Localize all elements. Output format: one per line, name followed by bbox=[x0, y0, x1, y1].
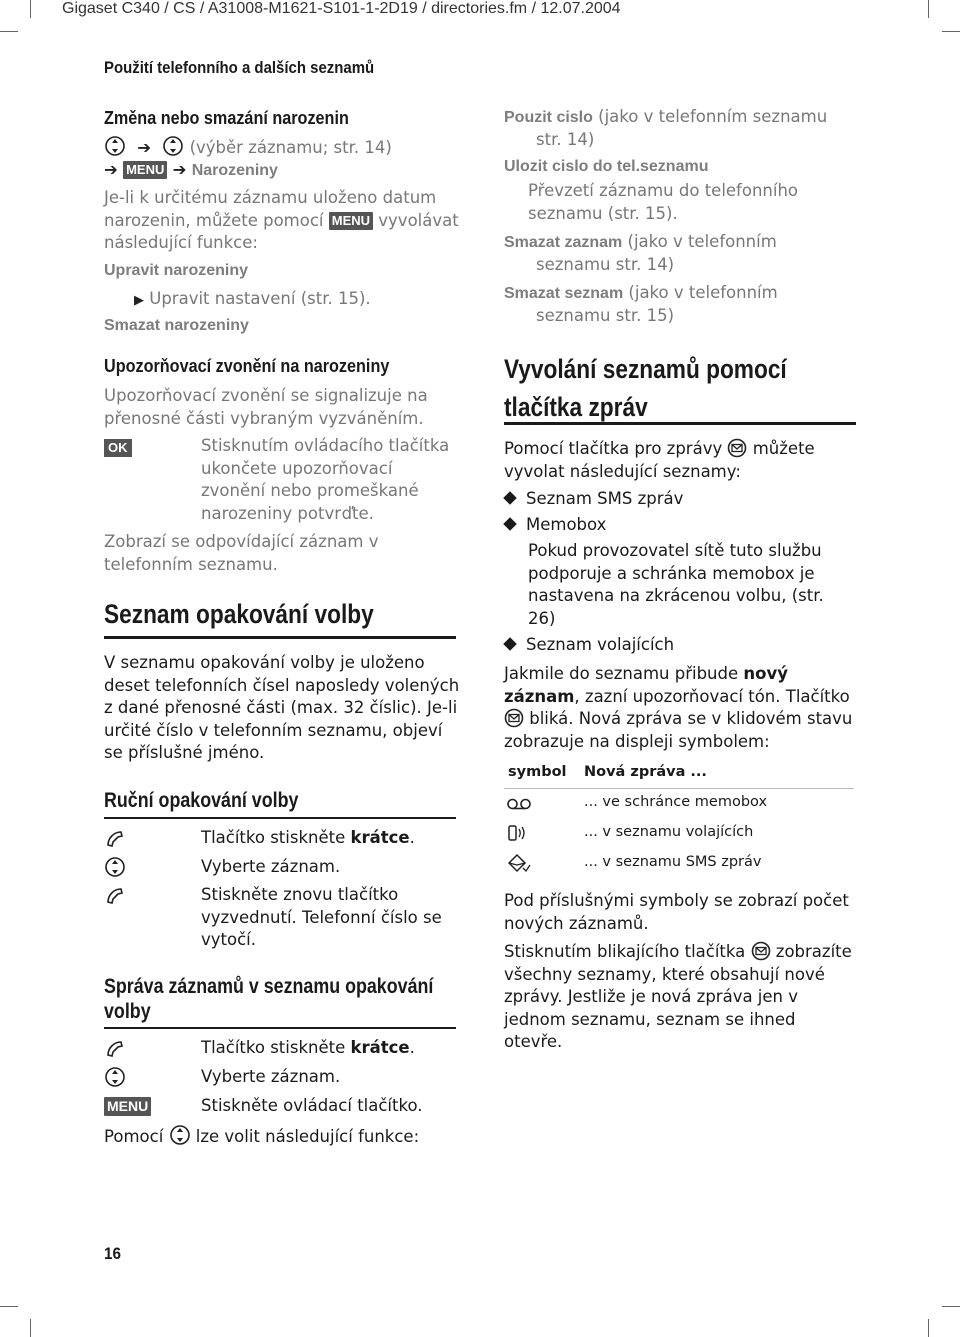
section-rule bbox=[104, 817, 456, 819]
sms-envelope-icon bbox=[506, 853, 532, 873]
crop-mark bbox=[928, 0, 929, 18]
page-number: 16 bbox=[104, 1244, 122, 1263]
birthday-alert-after: Zobrazí se odpovídající záznam v telefonním seznamu. bbox=[104, 532, 379, 574]
arrow-icon: ➔ bbox=[137, 138, 152, 157]
function-desc: (jako v telefonním bbox=[628, 283, 778, 302]
redial-title: Seznam opakování volby bbox=[104, 599, 374, 629]
function-row-1 bbox=[504, 106, 827, 130]
function-label: Pouzit cislo bbox=[504, 109, 593, 126]
section-rule bbox=[104, 1027, 456, 1029]
step-text: . bbox=[409, 828, 415, 847]
table-header-message: Nová zpráva ... bbox=[584, 764, 707, 780]
section-rule bbox=[104, 636, 456, 639]
para-text: vyvolávat následující funkce: bbox=[104, 210, 459, 252]
edit-birthday-desc-row bbox=[134, 288, 371, 313]
birthday-alert-title: Upozorňovací zvonění na narozeniny bbox=[104, 356, 390, 376]
handset-icon bbox=[104, 885, 126, 907]
delete-birthday-label: Smazat narozeniny bbox=[104, 317, 249, 334]
footer-text: Pomocí bbox=[104, 1127, 164, 1146]
edit-birthday-desc: Upravit nastavení (str. 15). bbox=[149, 289, 371, 308]
count-para: Pod příslušnými symboly se zobrazí počet nových záznamů. bbox=[504, 891, 849, 933]
nav-key-icon bbox=[169, 1124, 191, 1146]
crop-mark bbox=[928, 1319, 929, 1337]
para-text: zobrazíte všechny seznamy, které obsahují nové zprávy. Jestliže je nová zpráva jen v jednom seznamu, seznam se ihned otevře. bbox=[504, 942, 852, 1051]
step-bold: krátce bbox=[350, 1038, 410, 1057]
list-item-label: Memobox bbox=[526, 515, 607, 534]
crop-mark bbox=[30, 0, 31, 18]
bullet-icon bbox=[503, 637, 517, 651]
list-item bbox=[504, 634, 674, 657]
bullet-icon bbox=[503, 491, 517, 505]
para-text: , zazní upozorňovací tón. Tlačítko bbox=[574, 686, 850, 706]
list-item-label: Seznam volajících bbox=[526, 635, 675, 654]
para-text: Je-li k určitému záznamu uloženo datum narozenin, můžete pomocí bbox=[104, 188, 437, 230]
ok-key: OK bbox=[104, 439, 132, 457]
menu-key: MENU bbox=[104, 1097, 151, 1116]
document-header: Gigaset C340 / CS / A31008-M1621-S101-1-2D19 / directories.fm / 12.07.2004 bbox=[62, 0, 621, 17]
function-desc: Převzetí záznamu do telefonního seznamu (str. 15). bbox=[528, 181, 799, 223]
blink-para bbox=[504, 941, 856, 1054]
nav-key-icon bbox=[162, 135, 184, 157]
manage-title-line-2: volby bbox=[104, 1000, 151, 1023]
function-desc: (jako v telefonním seznamu bbox=[598, 107, 828, 126]
menu-key: MENU bbox=[329, 212, 373, 230]
new-entry-para bbox=[504, 663, 854, 753]
para-text: Jakmile do seznamu přibude bbox=[504, 664, 744, 683]
function-desc: str. 14) bbox=[536, 130, 595, 149]
manage-footer bbox=[104, 1124, 419, 1149]
birthday-change-title: Změna nebo smazání narozenin bbox=[104, 108, 349, 128]
msg-key-title bbox=[504, 352, 841, 428]
function-label: Smazat seznam bbox=[504, 285, 624, 302]
step-text: Tlačítko stiskněte bbox=[201, 1038, 351, 1057]
arrow-icon: ➔ bbox=[172, 160, 187, 179]
arrow-icon: ➔ bbox=[104, 160, 118, 179]
manage-step-2: Vyberte záznam. bbox=[201, 1067, 341, 1086]
manage-title bbox=[104, 975, 491, 1025]
voicemail-icon bbox=[506, 796, 532, 812]
section-header: Použití telefonního a dalších seznamů bbox=[104, 58, 375, 77]
step-text: Tlačítko stiskněte bbox=[201, 828, 351, 847]
para-text: Stisknutím blikajícího tlačítka bbox=[504, 942, 746, 961]
msg-key-intro bbox=[504, 438, 854, 483]
message-key-icon bbox=[727, 438, 747, 458]
msg-key-title-line-1: Vyvolání seznamů pomocí bbox=[504, 354, 787, 384]
crop-mark bbox=[0, 31, 18, 32]
triangle-icon: ▶ bbox=[134, 293, 144, 308]
intro-text: Pomocí tlačítka pro zprávy bbox=[504, 439, 723, 458]
function-label: Smazat zaznam bbox=[504, 234, 623, 251]
manual-redial-title: Ruční opakování volby bbox=[104, 789, 299, 812]
menu-key: MENU bbox=[123, 161, 167, 179]
message-key-icon bbox=[504, 708, 524, 728]
manual-step-2: Vyberte záznam. bbox=[201, 857, 341, 876]
nav-line-1-text: (výběr záznamu; str. 14) bbox=[189, 138, 392, 157]
birthday-change-para bbox=[104, 187, 464, 255]
crop-mark bbox=[942, 31, 960, 32]
para-bold: nový záznam bbox=[504, 664, 788, 706]
list-item bbox=[504, 488, 683, 511]
function-desc: (jako v telefonním bbox=[627, 232, 777, 251]
nav-target: Narozeniny bbox=[191, 162, 278, 179]
step-text: . bbox=[409, 1038, 415, 1057]
function-desc: seznamu str. 14) bbox=[536, 255, 675, 274]
manage-step-3: Stiskněte ovládací tlačítko. bbox=[201, 1096, 423, 1115]
table-divider bbox=[504, 788, 854, 789]
crop-mark bbox=[30, 1319, 31, 1337]
intro-text: můžete vyvolat následující seznamy: bbox=[504, 439, 815, 481]
list-item bbox=[504, 514, 606, 537]
ok-desc: Stisknutím ovládacího tlačítka ukončete upozorňovací zvonění nebo promeškané narozeniny potvrďte. bbox=[201, 436, 450, 523]
list-item-label: Seznam SMS zpráv bbox=[526, 489, 684, 508]
manual-step-1 bbox=[201, 827, 415, 850]
table-row-text: ... v seznamu volajících bbox=[584, 824, 754, 840]
nav-key-icon bbox=[104, 135, 126, 157]
msg-key-title-line-2: tlačítka zpráv bbox=[504, 392, 648, 422]
footer-text: lze volit následující funkce: bbox=[195, 1127, 420, 1146]
table-header-symbol: symbol bbox=[508, 764, 567, 780]
crop-mark bbox=[942, 1306, 960, 1307]
para-text: bliká. Nová zpráva se v klidovém stavu zobrazuje na displeji symbolem: bbox=[504, 709, 853, 751]
manage-title-line-1: Správa záznamů v seznamu opakování bbox=[104, 975, 434, 998]
manual-step-3: Stiskněte znovu tlačítko vyzvednutí. Telefonní číslo se vytočí. bbox=[201, 885, 442, 949]
birthday-alert-para: Upozorňovací zvonění se signalizuje na přenosné části vybraným vyzváněním. bbox=[104, 386, 428, 428]
function-label: Ulozit cislo do tel.seznamu bbox=[504, 158, 709, 175]
step-bold: krátce bbox=[350, 828, 410, 847]
nav-key-icon bbox=[104, 1066, 126, 1088]
edit-birthday-label: Upravit narozeniny bbox=[104, 262, 249, 279]
function-row-3 bbox=[504, 231, 777, 255]
nav-line-1 bbox=[104, 135, 392, 160]
bullet-icon bbox=[503, 517, 517, 531]
nav-line-2 bbox=[104, 159, 278, 183]
handset-icon bbox=[104, 828, 126, 850]
crop-mark bbox=[0, 1306, 18, 1307]
function-desc: seznamu str. 15) bbox=[536, 306, 675, 325]
section-rule bbox=[504, 422, 856, 425]
table-row-text: ... ve schránce memobox bbox=[584, 794, 768, 810]
table-row-text: ... v seznamu SMS zpráv bbox=[584, 854, 762, 870]
missed-call-icon bbox=[506, 823, 532, 843]
redial-para: V seznamu opakování volby je uloženo deset telefonních čísel naposledy volených z dané přenosné části (max. 32 číslic). Je-li určité číslo v telefonním seznamu, objeví se příslušné jméno. bbox=[104, 653, 460, 762]
memobox-note: Pokud provozovatel sítě tuto službu podporuje a schránka memobox je nastavena na zkrácenou volbu, (str. 26) bbox=[528, 541, 824, 628]
nav-key-icon bbox=[104, 856, 126, 878]
function-row-4 bbox=[504, 282, 778, 306]
manage-step-1 bbox=[201, 1037, 415, 1060]
handset-icon bbox=[104, 1038, 126, 1060]
message-key-icon bbox=[751, 941, 771, 961]
